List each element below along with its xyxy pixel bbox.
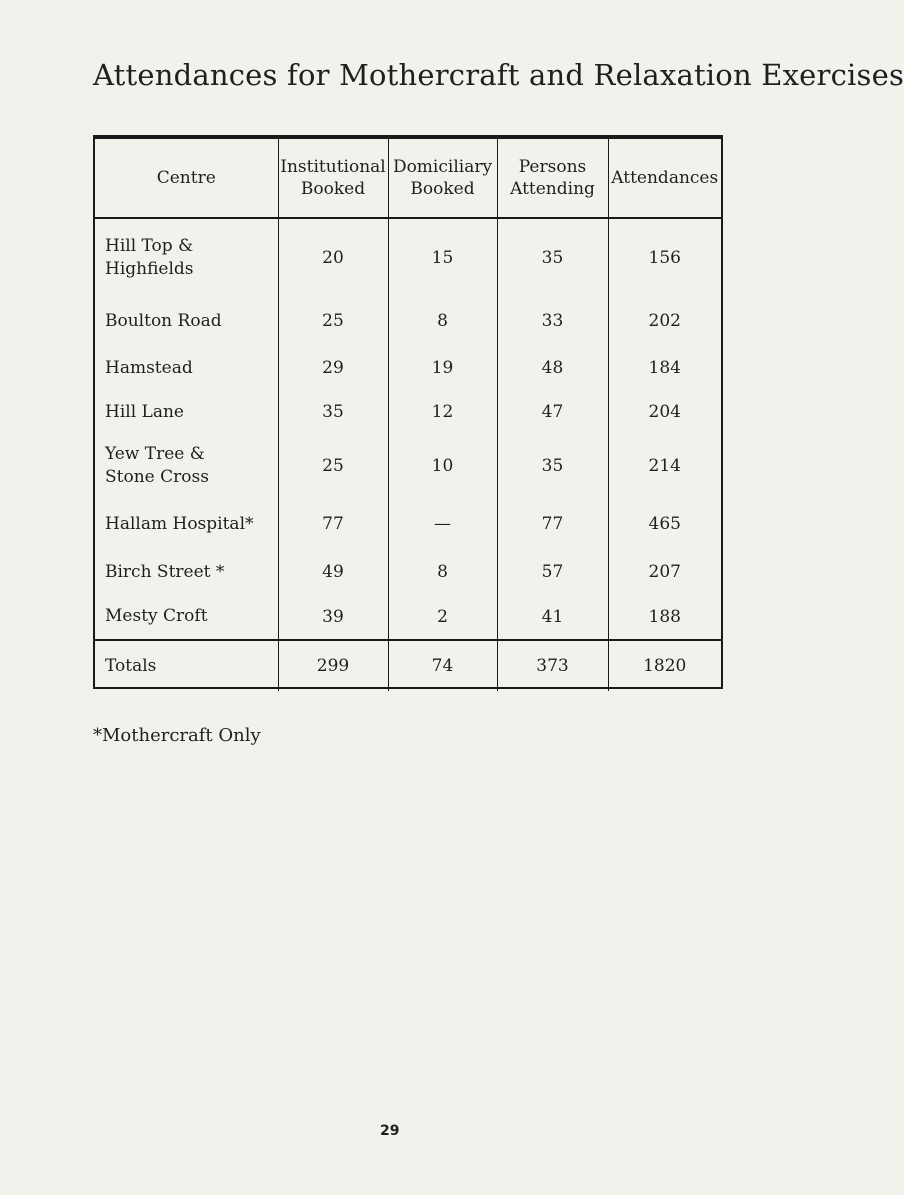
cell-institutional: 25 [278, 296, 388, 346]
cell-attendances: 156 [608, 218, 721, 296]
totals-row [95, 640, 721, 691]
cell-attendances: 184 [608, 346, 721, 390]
cell-persons: 77 [497, 498, 608, 550]
cell-centre: Hamstead [105, 357, 193, 378]
cell-centre: Birch Street * [105, 561, 225, 582]
cell-institutional: 39 [278, 594, 388, 640]
totals-attendances: 1820 [608, 640, 721, 691]
table-header [95, 139, 721, 218]
cell-domiciliary: 10 [388, 434, 497, 498]
header-centre [95, 139, 278, 218]
table-row [95, 498, 721, 550]
cell-domiciliary: 8 [388, 550, 497, 594]
header-centre-label: Centre [156, 168, 216, 188]
totals-label: Totals [95, 640, 278, 691]
cell-persons: 57 [497, 550, 608, 594]
cell-centre: Hill Lane [105, 401, 184, 422]
cell-domiciliary: 15 [388, 218, 497, 296]
cell-persons: 35 [497, 218, 608, 296]
cell-domiciliary: 8 [388, 296, 497, 346]
table-row [95, 346, 721, 390]
cell-persons: 41 [497, 594, 608, 640]
cell-domiciliary: — [388, 498, 497, 550]
header-domiciliary-booked: Domiciliary Booked [388, 139, 497, 218]
header-attendances: Attendances [608, 139, 721, 218]
table-row [95, 390, 721, 434]
cell-persons: 33 [497, 296, 608, 346]
cell-attendances: 207 [608, 550, 721, 594]
attendance-table-grid [95, 139, 721, 691]
cell-institutional: 49 [278, 550, 388, 594]
header-row [95, 139, 721, 218]
table-row [95, 550, 721, 594]
page-title: Attendances for Mothercraft and Relaxation Exercises [93, 58, 904, 92]
cell-persons: 47 [497, 390, 608, 434]
header-persons-attending: Persons Attending [497, 139, 608, 218]
cell-centre: Hill Top & Highfields [105, 235, 194, 279]
attendance-table [93, 137, 723, 689]
table-row [95, 594, 721, 640]
cell-domiciliary: 19 [388, 346, 497, 390]
header-institutional-booked: Institutional Booked [278, 139, 388, 218]
cell-institutional: 25 [278, 434, 388, 498]
cell-attendances: 202 [608, 296, 721, 346]
page-number: 29 [380, 1123, 400, 1139]
table-top-rule [93, 135, 723, 137]
table-row [95, 218, 721, 296]
cell-attendances: 214 [608, 434, 721, 498]
cell-centre: Hallam Hospital* [105, 513, 254, 534]
cell-institutional: 77 [278, 498, 388, 550]
totals-domiciliary: 74 [388, 640, 497, 691]
cell-institutional: 20 [278, 218, 388, 296]
cell-domiciliary: 12 [388, 390, 497, 434]
cell-persons: 48 [497, 346, 608, 390]
cell-attendances: 204 [608, 390, 721, 434]
cell-centre: Mesty Croft [105, 606, 208, 626]
table-row [95, 434, 721, 498]
cell-attendances: 465 [608, 498, 721, 550]
table-row [95, 296, 721, 346]
cell-institutional: 35 [278, 390, 388, 434]
footnote: *Mothercraft Only [93, 725, 261, 746]
totals-persons: 373 [497, 640, 608, 691]
cell-centre: Yew Tree & Stone Cross [105, 444, 209, 487]
cell-attendances: 188 [608, 594, 721, 640]
cell-centre: Boulton Road [105, 310, 222, 331]
cell-institutional: 29 [278, 346, 388, 390]
cell-persons: 35 [497, 434, 608, 498]
table-body [95, 218, 721, 691]
totals-institutional: 299 [278, 640, 388, 691]
cell-domiciliary: 2 [388, 594, 497, 640]
